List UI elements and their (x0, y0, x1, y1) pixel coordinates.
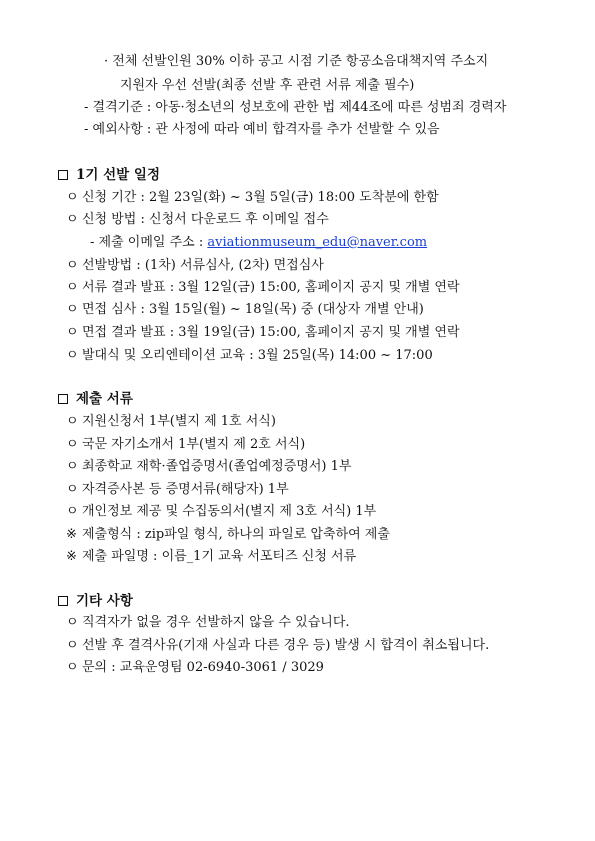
note-text: 제출형식 : zip파일 형식, 하나의 파일로 압축하여 제출 (82, 527, 390, 542)
section-heading-documents (58, 390, 133, 408)
list-item (66, 324, 460, 342)
list-item-text: 선발방법 : (1차) 서류심사, (2차) 면접심사 (82, 258, 324, 273)
list-item (66, 481, 289, 499)
bullet-icon: ㅇ (66, 482, 79, 497)
bullet-icon: ㅇ (66, 638, 79, 653)
list-item (66, 279, 460, 297)
section-title: 기타 사항 (76, 593, 133, 609)
checkbox-square-icon (58, 170, 68, 180)
list-item-text: 선발 후 결격사유(기재 사실과 다른 경우 등) 발생 시 합격이 취소됩니다. (82, 638, 490, 653)
intro-line-3: - 결격기준 : 아동·청소년의 성보호에 관한 법 제44조에 따른 성범죄 경력자 (84, 100, 507, 115)
bullet-icon: ㅇ (66, 660, 79, 675)
list-item-text: 자격증사본 등 증명서류(해당자) 1부 (82, 482, 289, 497)
list-item-text: 국문 자기소개서 1부(별지 제 2호 서식) (82, 437, 306, 452)
list-item-text: 직격자가 없을 경우 선발하지 않을 수 있습니다. (82, 615, 350, 630)
list-item (66, 659, 324, 677)
bullet-icon: ㅇ (66, 615, 79, 630)
email-link[interactable]: aviationmuseum_edu@naver.com (207, 235, 428, 250)
list-item (66, 413, 276, 431)
list-item (66, 458, 351, 476)
list-item-text: 신청 기간 : 2월 23일(화) ~ 3월 5일(금) 18:00 도착분에 한함 (82, 190, 439, 205)
note-item (66, 526, 390, 544)
section-title: 제출 서류 (76, 391, 133, 407)
list-item (66, 614, 350, 632)
section-heading-etc (58, 592, 133, 610)
bullet-icon: ㅇ (66, 437, 79, 452)
list-item (66, 503, 376, 521)
checkbox-square-icon (58, 394, 68, 404)
note-item (66, 548, 356, 566)
list-item (66, 436, 305, 454)
bullet-icon: ㅇ (66, 258, 79, 273)
bullet-icon: ㅇ (66, 302, 79, 317)
list-item (66, 189, 439, 207)
bullet-icon: ㅇ (66, 459, 79, 474)
bullet-icon: ㅇ (66, 212, 79, 227)
list-item-text: 신청 방법 : 신청서 다운로드 후 이메일 접수 (82, 212, 329, 227)
list-item (66, 347, 433, 365)
list-item (66, 211, 329, 229)
section-heading-schedule (58, 166, 160, 184)
bullet-icon: ㅇ (66, 414, 79, 429)
email-label: - 제출 이메일 주소 : (90, 235, 208, 250)
email-line (90, 234, 427, 252)
bullet-icon: ㅇ (66, 190, 79, 205)
list-item (66, 257, 324, 275)
bullet-icon: ㅇ (66, 325, 79, 340)
bullet-icon: ㅇ (66, 280, 79, 295)
intro-line-2: 지원자 우선 선발(최종 선발 후 관련 서류 제출 필수) (120, 78, 415, 93)
intro-line-1: · 전체 선발인원 30% 이하 공고 시점 기준 항공소음대책지역 주소지 (104, 54, 489, 69)
list-item-text: 지원신청서 1부(별지 제 1호 서식) (82, 414, 276, 429)
list-item-text: 면접 결과 발표 : 3월 19일(금) 15:00, 홈페이지 공지 및 개별 연락 (82, 325, 460, 340)
intro-line-4: - 예외사항 : 관 사정에 따라 예비 합격자를 추가 선발할 수 있음 (84, 122, 440, 137)
section-title: 1기 선발 일정 (76, 167, 160, 183)
bullet-icon: ㅇ (66, 348, 79, 363)
list-item-text: 문의 : 교육운영팀 02-6940-3061 / 3029 (82, 660, 324, 675)
list-item-text: 면접 심사 : 3월 15일(월) ~ 18일(목) 중 (대상자 개별 안내) (82, 302, 424, 317)
checkbox-square-icon (58, 596, 68, 606)
list-item (66, 637, 489, 655)
note-mark-icon: ※ (66, 527, 77, 542)
note-mark-icon: ※ (66, 549, 77, 564)
note-text: 제출 파일명 : 이름_1기 교육 서포티즈 신청 서류 (82, 549, 357, 564)
list-item-text: 최종학교 재학·졸업증명서(졸업예정증명서) 1부 (82, 459, 352, 474)
list-item-text: 발대식 및 오리엔테이션 교육 : 3월 25일(목) 14:00 ~ 17:00 (82, 348, 433, 363)
list-item-text: 서류 결과 발표 : 3월 12일(금) 15:00, 홈페이지 공지 및 개별 연락 (82, 280, 460, 295)
bullet-icon: ㅇ (66, 504, 79, 519)
list-item (66, 301, 424, 319)
list-item-text: 개인정보 제공 및 수집동의서(별지 제 3호 서식) 1부 (82, 504, 377, 519)
